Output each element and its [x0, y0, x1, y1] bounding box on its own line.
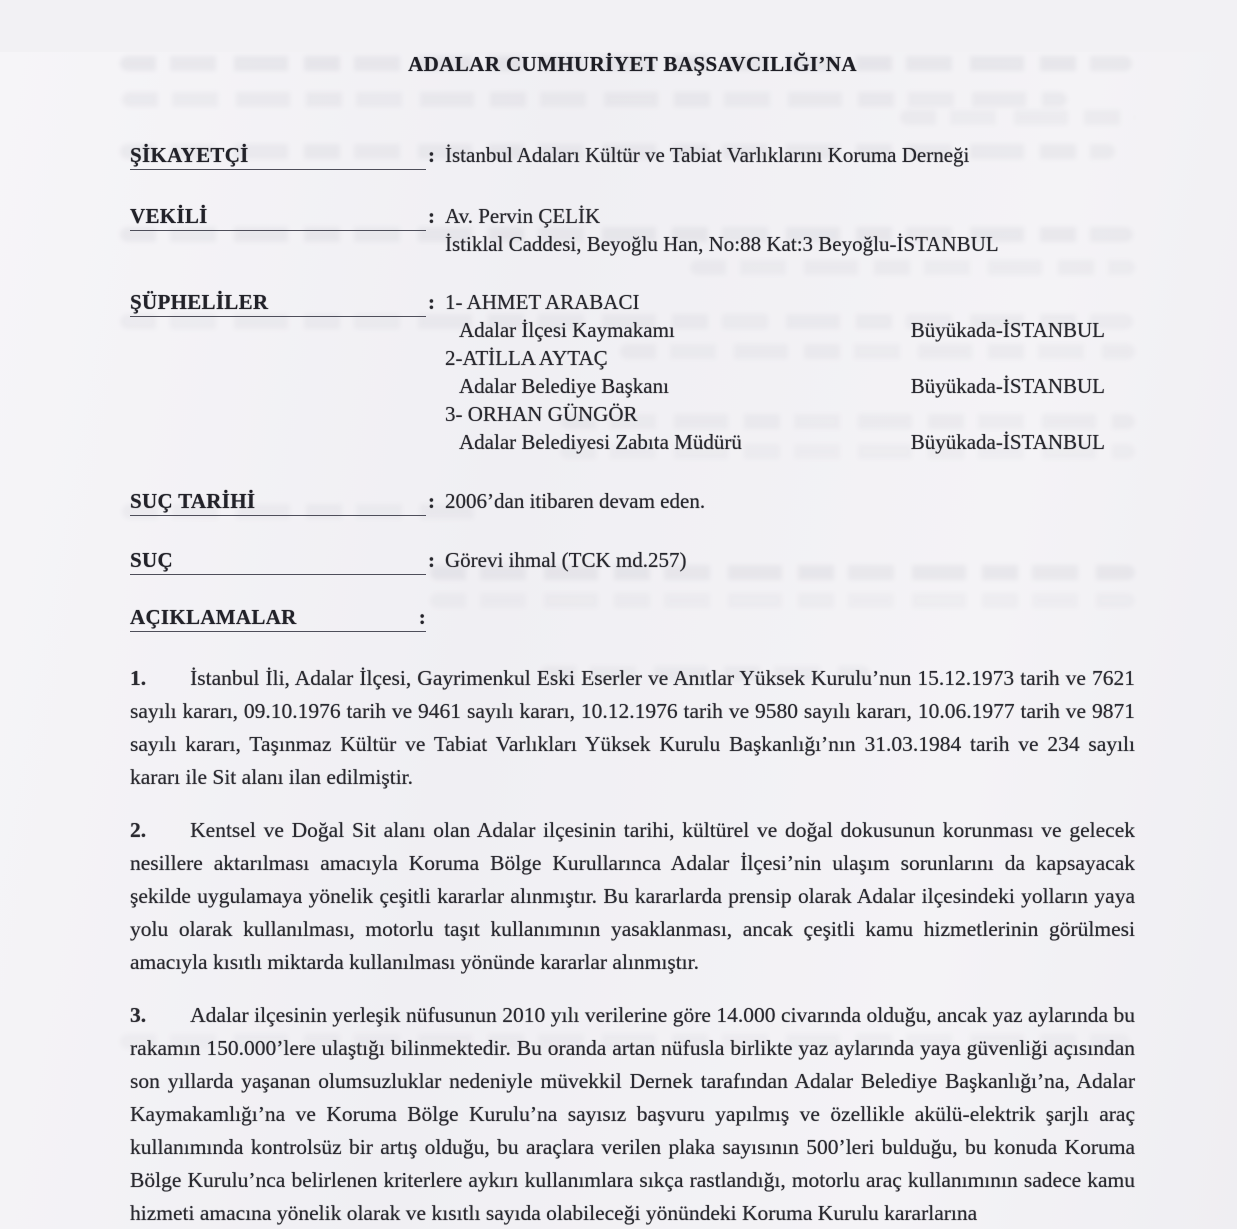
complainant-label: ŞİKAYETÇİ: [130, 141, 426, 170]
suspect-detail-row: [445, 316, 1135, 344]
field-colon: :: [428, 143, 435, 167]
crime-date-label: SUÇ TARİHİ: [130, 487, 426, 516]
suspects-label: ŞÜPHELİLER: [130, 288, 426, 317]
suspect-name: 3- ORHAN GÜNGÖR: [445, 402, 638, 426]
suspect-title: Adalar Belediye Başkanı: [459, 374, 669, 398]
suspect-title: Adalar İlçesi Kaymakamı: [459, 318, 675, 342]
field-colon: :: [428, 204, 435, 228]
attorney-address: İstiklal Caddesi, Beyoğlu Han, No:88 Kat:3 Beyoğlu-İSTANBUL: [445, 232, 999, 256]
crime-date-text: 2006’dan itibaren devam eden.: [445, 489, 706, 513]
section-header-explanations: [130, 603, 1135, 632]
paragraph-list: [130, 662, 1135, 1229]
explanations-label: AÇIKLAMALAR: [130, 605, 297, 629]
paragraph-2: [130, 814, 1135, 979]
suspect-detail-row: [445, 428, 1135, 456]
paragraph-3: [130, 999, 1135, 1229]
complainant-value: [445, 141, 1135, 169]
field-colon: :: [428, 290, 435, 314]
field-list: [130, 141, 1135, 632]
paragraph-text: İstanbul İli, Adalar İlçesi, Gayrimenkul Eski Eserler ve Anıtlar Yüksek Kurulu’nun 15.12.1973 tarih ve 7621 sayılı kararı, 09.10.1976 tarih ve 9461 sayılı kararı, 10.12.1976 tarih ve 9580 sayılı kararı, 10.06.1977 tarih ve 9871 sayılı kararı, Taşınmaz Kültür ve Tabiat Varlıkları Yüksek Kurulu Başkanlığı’nın 31.03.1984 tarih ve 234 sayılı kararı ile Sit alanı ilan edilmiştir.: [130, 666, 1135, 789]
complainant-name: İstanbul Adaları Kültür ve Tabiat Varlıklarını Koruma Derneği: [445, 143, 970, 167]
field-row-crime: [130, 546, 1135, 575]
suspect-location: Büyükada-İSTANBUL: [910, 318, 1105, 342]
paragraph-text: Adalar ilçesinin yerleşik nüfusunun 2010 yılı verilerine göre 14.000 civarında olduğu, ancak yaz aylarında bu rakamın 150.000’lere ulaştığı bilinmektedir. Bu oranda artan nüfusla birlikte yaz aylarında yaya güvenliği açısından son yıllarda yaşanan olumsuzluklar nedeniyle müvekkil Dernek tarafından Adalar Belediye Başkanlığı’na, Adalar Kaymakamlığı’na ve Koruma Bölge Kurulu’na sayısız başvuru yapılmış ve özellikle akülü-elektrik şarjlı araç kullanımında kontrolsüz bir artış olduğu, bu araçlara verilen plaka sayısının 500’leri bulduğu, bu konuda Koruma Bölge Kurulu’nca belirlenen kriterlere aykırı kullanımlara sıkça rastlandığı, motorlu araç kullanımının sadece kamu hizmeti amacına yönelik olarak ve kısıtlı sayıda olabileceği yönündeki Koruma Kurulu kararlarına: [130, 1003, 1135, 1225]
attorney-label: VEKİLİ: [130, 202, 426, 231]
paragraph-number: 3.: [130, 1003, 147, 1027]
suspect-detail-row: [445, 372, 1135, 400]
field-row-suspects: [130, 288, 1135, 456]
suspects-value: [445, 288, 1135, 456]
paragraph-number: 1.: [130, 666, 147, 690]
scanned-legal-document-page: [0, 52, 1237, 1229]
document-title: ADALAR CUMHURİYET BAŞSAVCILIĞI’NA: [408, 52, 857, 76]
field-colon: :: [428, 548, 435, 572]
document-content: [0, 52, 1237, 1229]
paragraph-text: Kentsel ve Doğal Sit alanı olan Adalar ilçesinin tarihi, kültürel ve doğal dokusunun korunması ve gelecek nesillere aktarılması amacıyla Koruma Bölge Kurullarınca Adalar İlçesi’nin ulaşım sorunlarını da kapsayacak şekilde uygulamaya yönelik çeşitli kararlar alınmıştır. Bu kararlarda prensip olarak Adalar ilçesindeki yolların yaya yolu olarak kullanılması, motorlu taşıt kullanımının yasaklanması, ancak çeşitli kamu hizmetlerinin görülmesi amacıyla kısıtlı miktarda kullanılması yönünde kararlar alınmıştır.: [130, 818, 1135, 974]
suspect-name: 2-ATİLLA AYTAÇ: [445, 346, 608, 370]
paragraph-number: 2.: [130, 818, 147, 842]
attorney-value: [445, 202, 1135, 258]
explanations-colon: :: [418, 605, 426, 629]
explanations-label-cell: [130, 603, 426, 632]
suspect-location: Büyükada-İSTANBUL: [910, 374, 1105, 398]
crime-label: SUÇ: [130, 546, 426, 575]
suspect-location: Büyükada-İSTANBUL: [910, 430, 1105, 454]
crime-date-value: [445, 487, 1135, 515]
crime-text: Görevi ihmal (TCK md.257): [445, 548, 687, 572]
field-row-complainant: [130, 141, 1135, 170]
field-colon: :: [428, 489, 435, 513]
crime-value: [445, 546, 1135, 574]
field-row-crime-date: [130, 487, 1135, 516]
paragraph-1: [130, 662, 1135, 794]
suspect-title: Adalar Belediyesi Zabıta Müdürü: [459, 430, 742, 454]
attorney-name: Av. Pervin ÇELİK: [445, 204, 601, 228]
suspect-name: 1- AHMET ARABACI: [445, 290, 640, 314]
field-row-attorney: [130, 202, 1135, 258]
